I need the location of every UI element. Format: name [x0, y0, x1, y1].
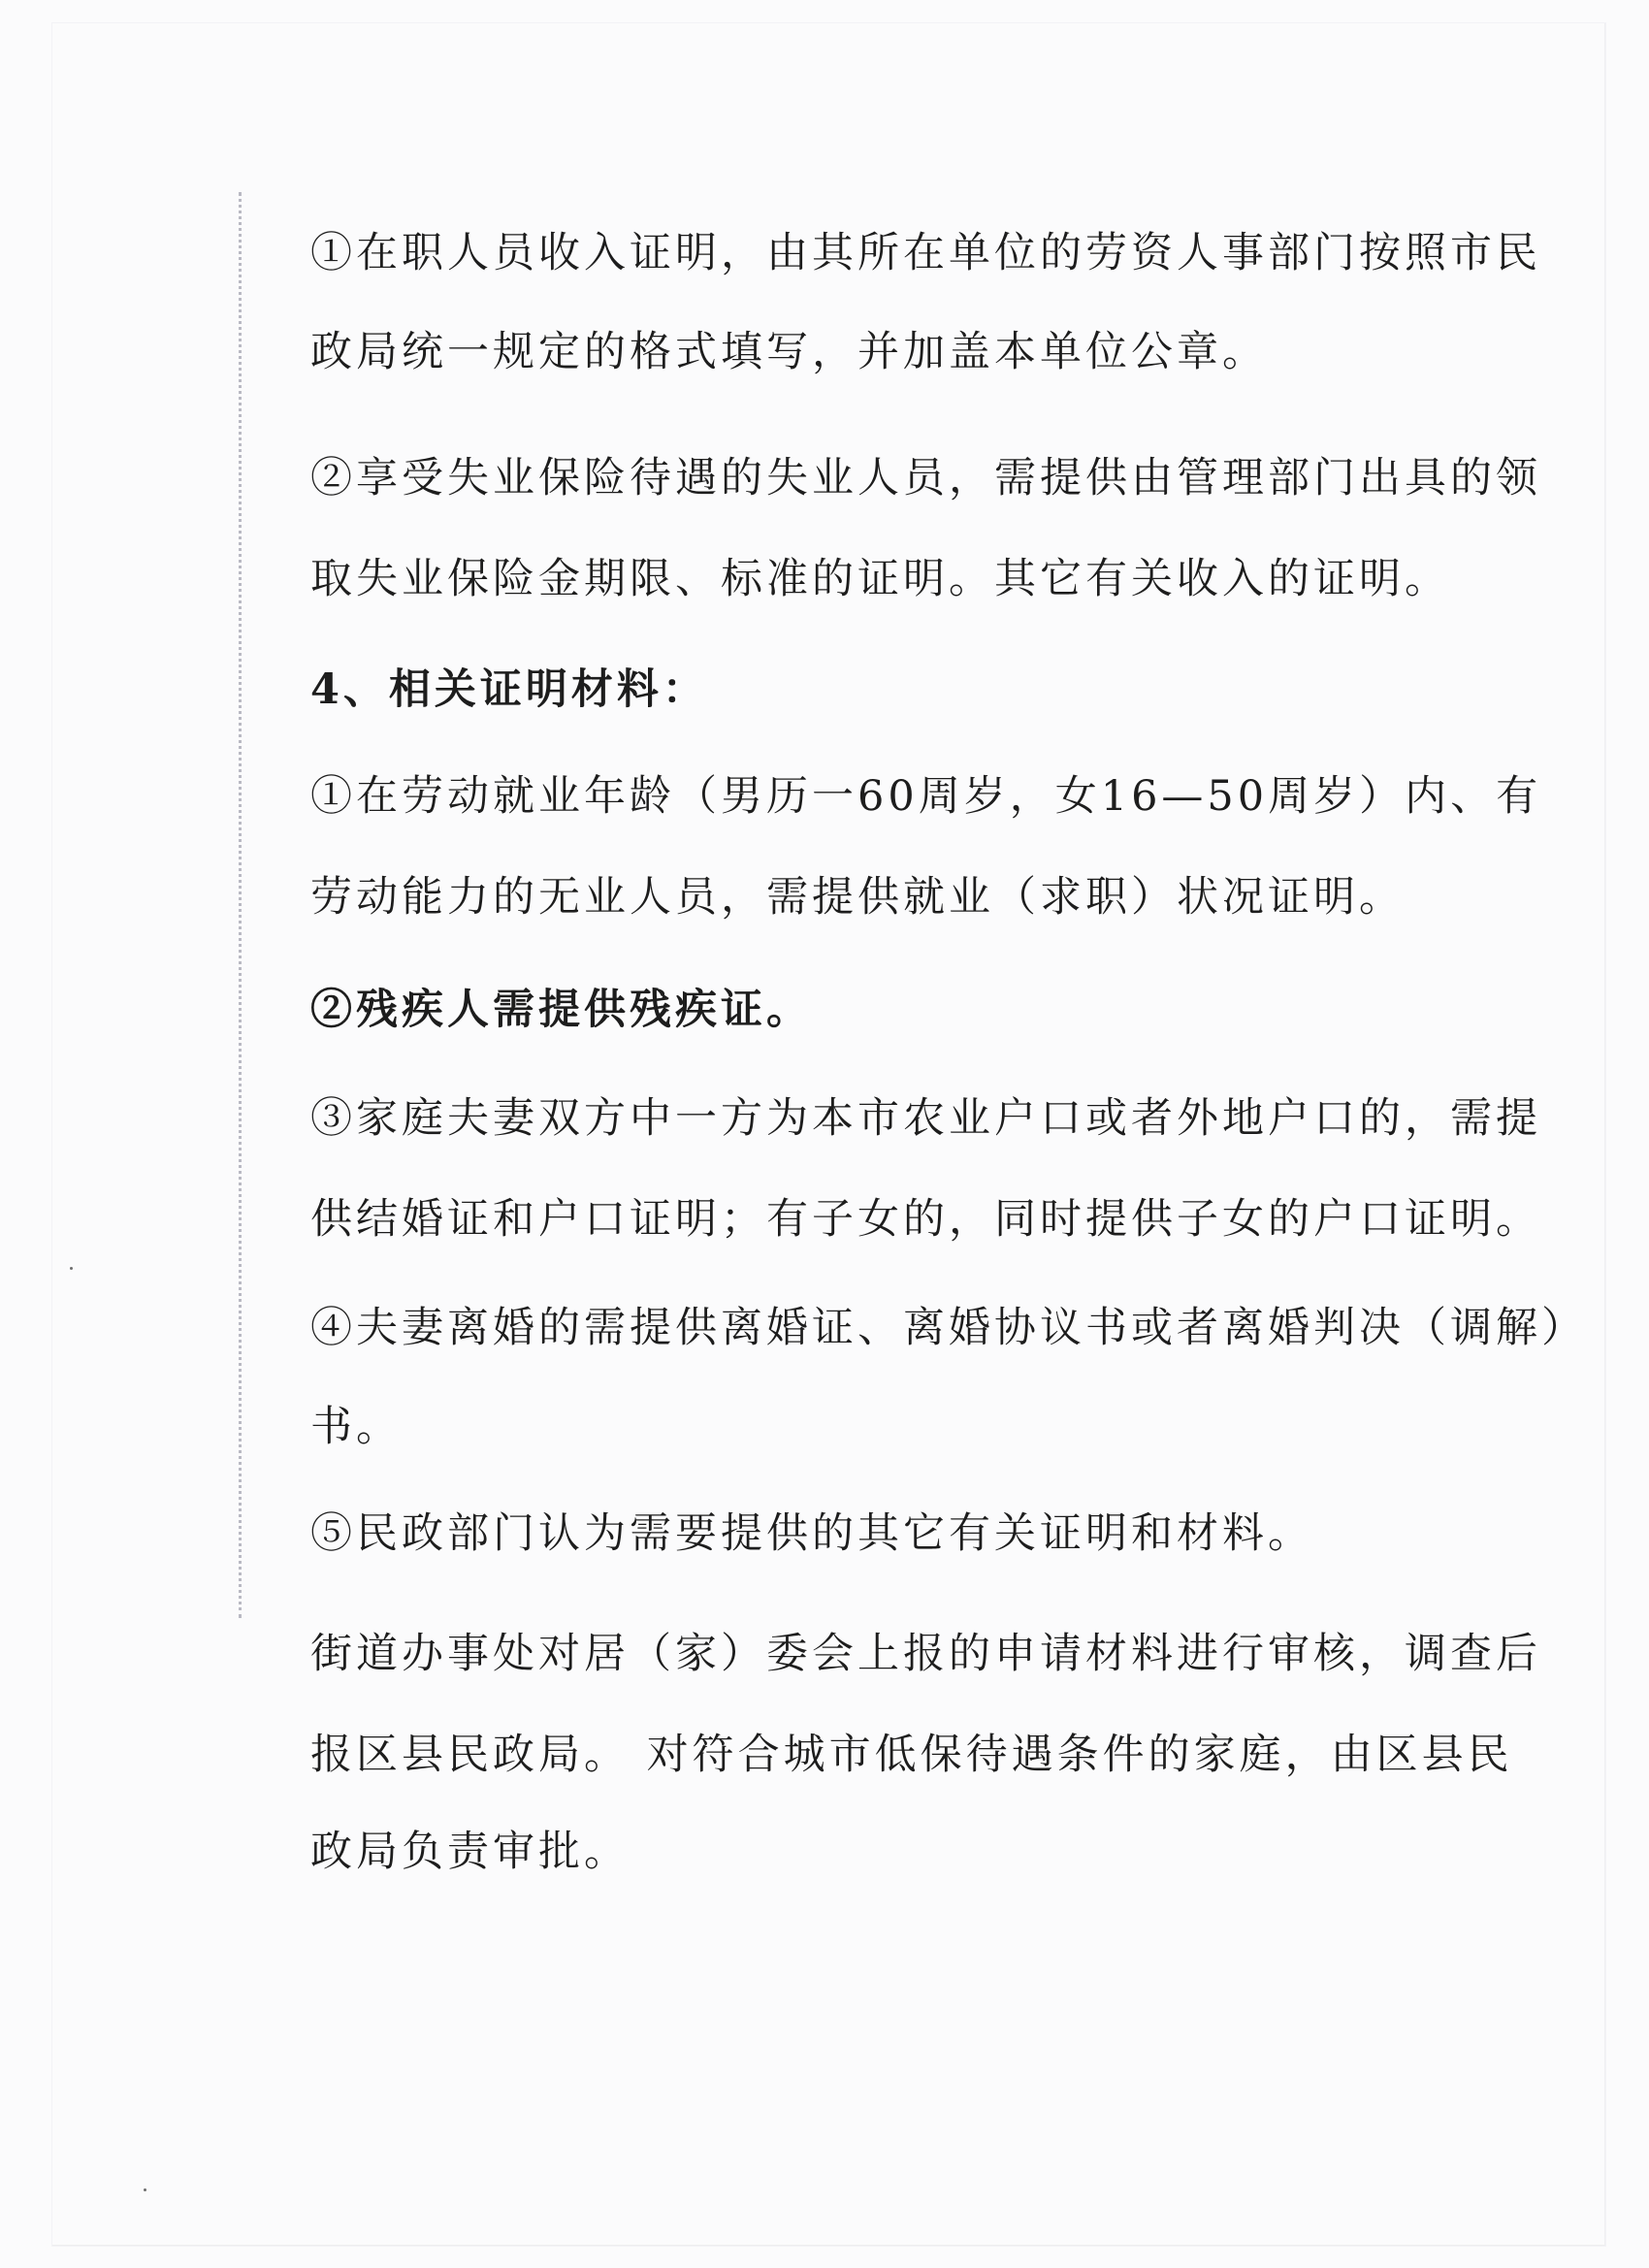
- paragraph-line-8: ③家庭夫妻双方中一方为本市农业户口或者外地户口的，需提: [310, 1094, 1541, 1143]
- paragraph-line-11: 书。: [310, 1403, 402, 1451]
- binding-margin-line: [239, 192, 242, 1618]
- paragraph-line-7: ②残疾人需提供残疾证。: [310, 986, 812, 1034]
- paragraph-line-1: ①在职人员收入证明，由其所在单位的劳资人事部门按照市民: [310, 229, 1541, 277]
- paragraph-line-15: 政局负责审批。: [310, 1828, 630, 1876]
- paragraph-line-9: 供结婚证和户口证明；有子女的，同时提供子女的户口证明。: [310, 1195, 1541, 1244]
- section-heading: 4、相关证明材料：: [310, 665, 708, 714]
- paragraph-line-6: 劳动能力的无业人员，需提供就业（求职）状况证明。: [310, 873, 1405, 922]
- paragraph-line-10: ④夫妻离婚的需提供离婚证、离婚协议书或者离婚判决（调解）: [310, 1304, 1587, 1352]
- scan-speck: [144, 2188, 146, 2191]
- paragraph-line-14: 报区县民政局。 对符合城市低保待遇条件的家庭，由区县民: [310, 1731, 1513, 1779]
- paragraph-line-2: 政局统一规定的格式填写，并加盖本单位公章。: [310, 328, 1268, 376]
- paragraph-line-3: ②享受失业保险待遇的失业人员，需提供由管理部门出具的领: [310, 454, 1541, 502]
- paragraph-line-12: ⑤民政部门认为需要提供的其它有关证明和材料。: [310, 1509, 1313, 1558]
- scan-speck: [70, 1267, 73, 1270]
- paragraph-line-5: ①在劳动就业年龄（男历一60周岁，女16—50周岁）内、有: [310, 772, 1542, 821]
- paragraph-line-13: 街道办事处对居（家）委会上报的申请材料进行审核，调查后: [310, 1630, 1541, 1678]
- paragraph-line-4: 取失业保险金期限、标准的证明。其它有关收入的证明。: [310, 555, 1450, 603]
